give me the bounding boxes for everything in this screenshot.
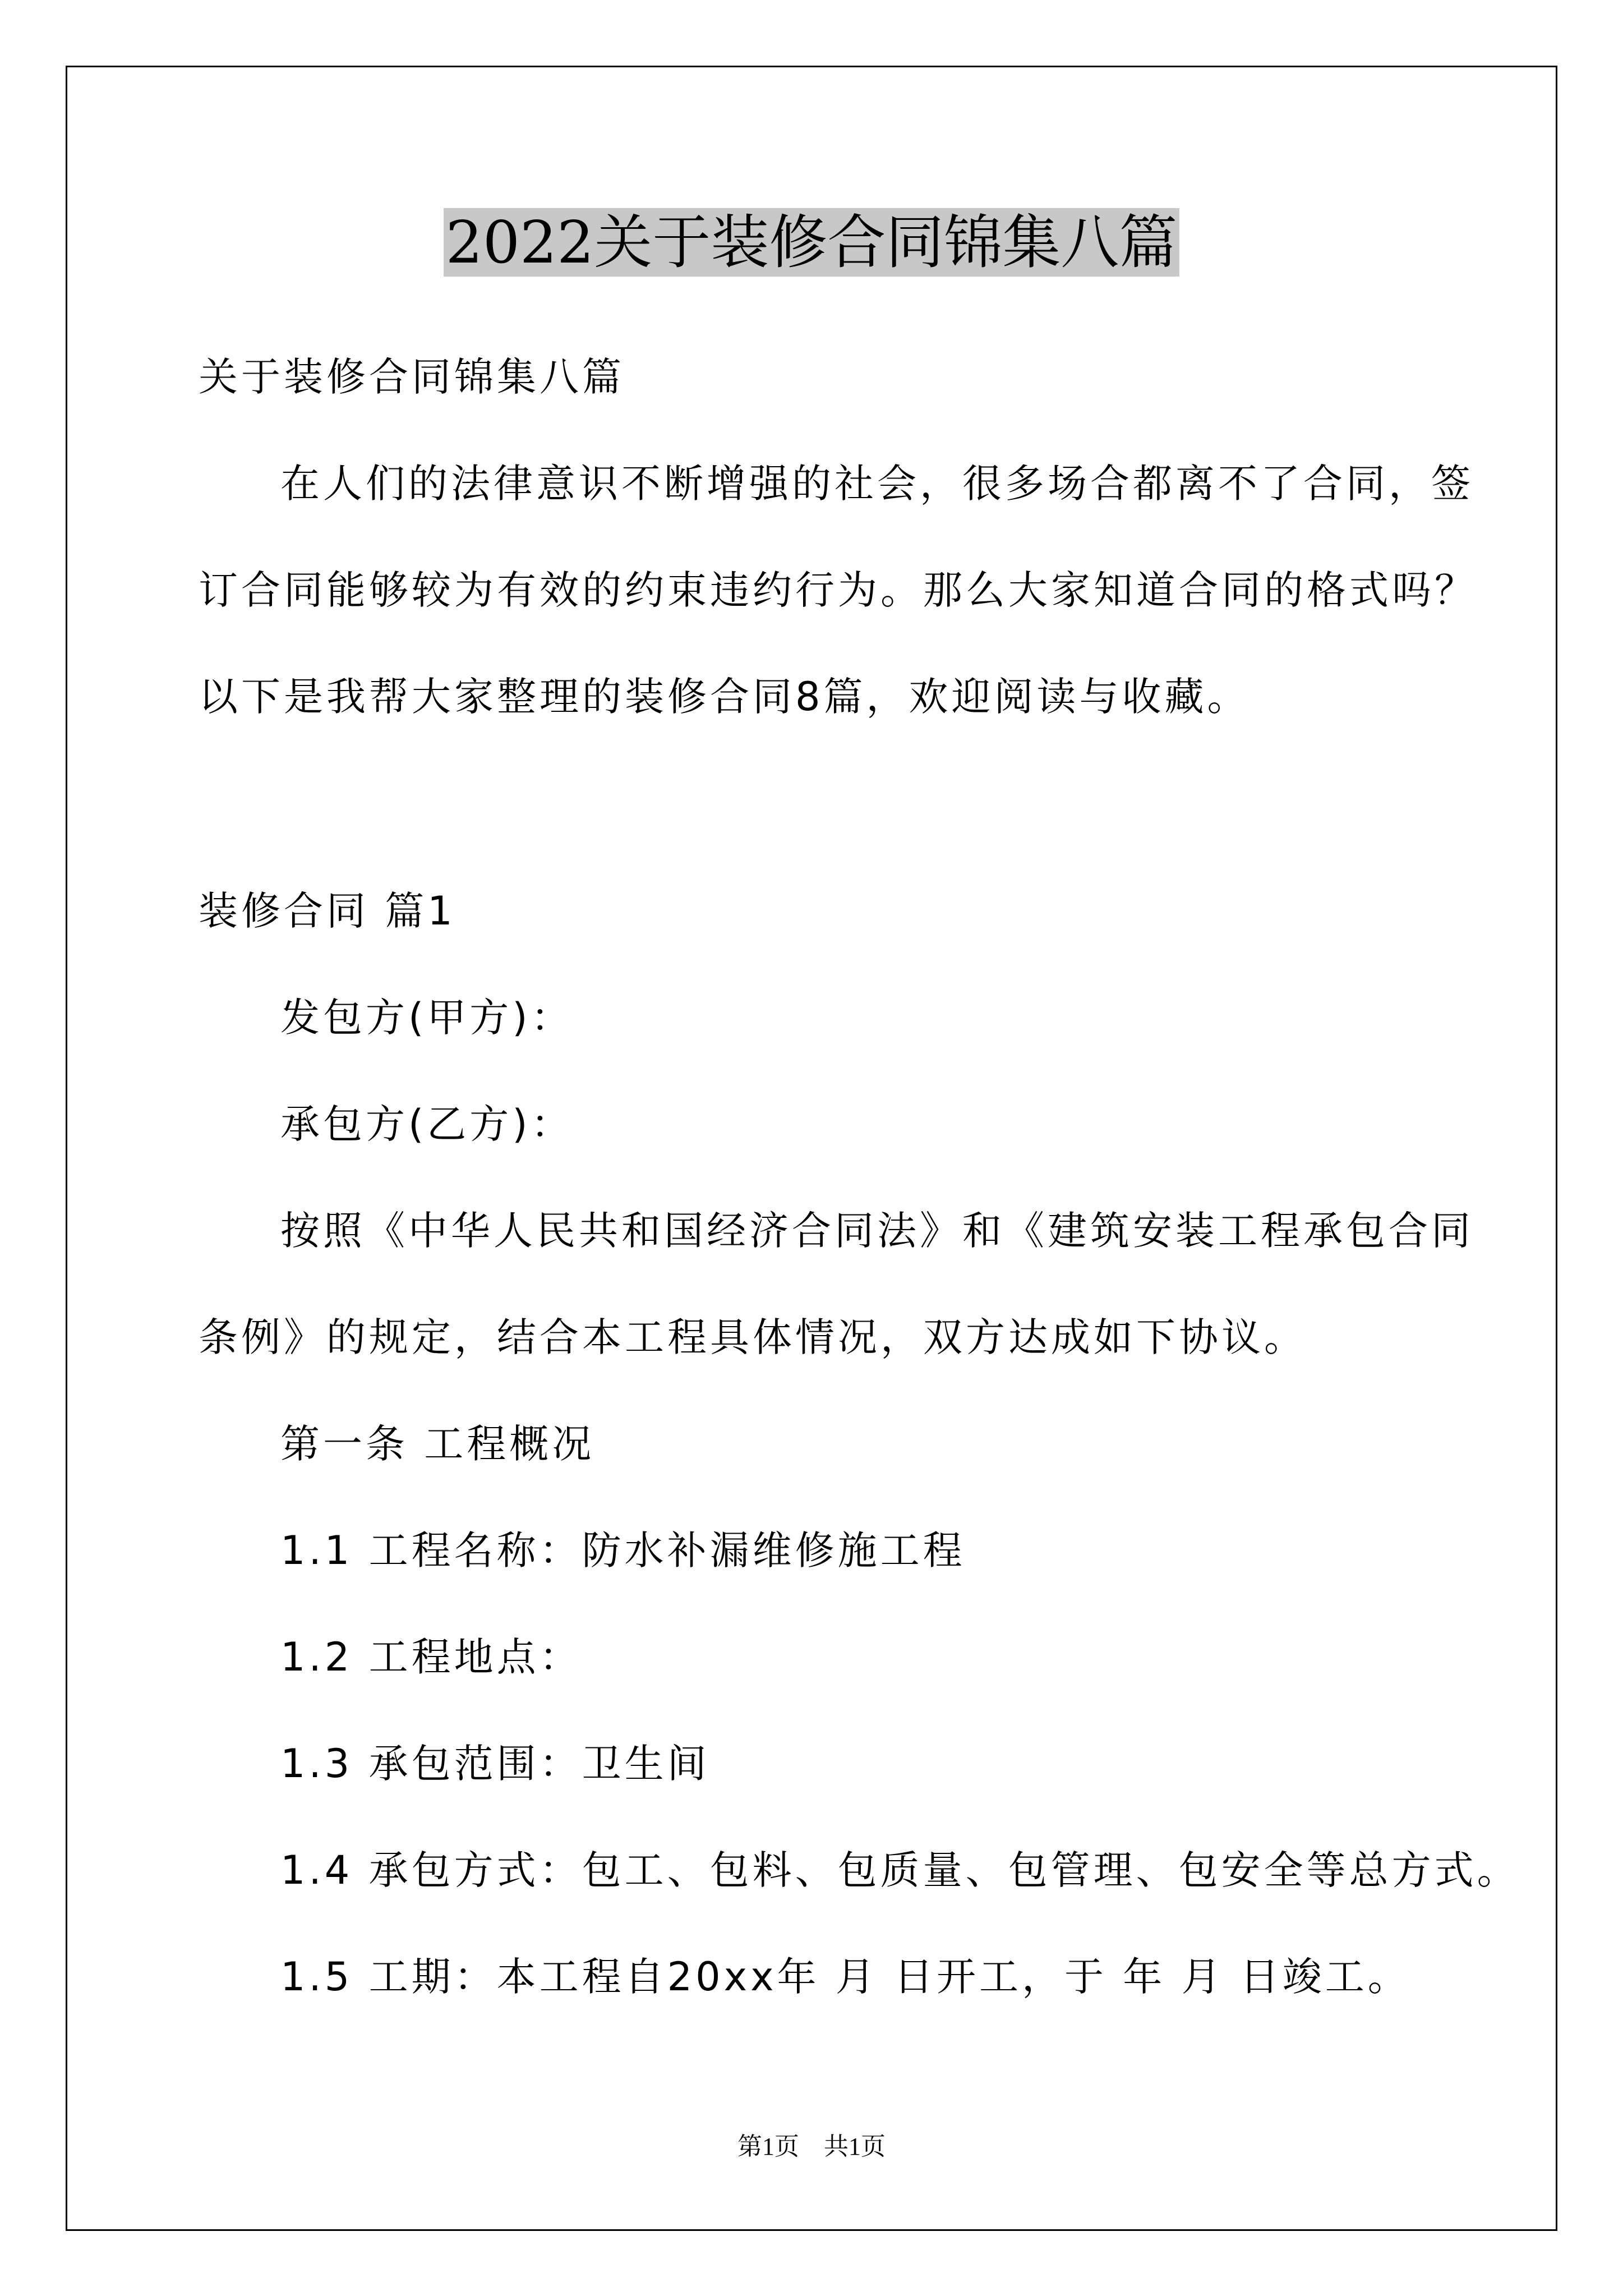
clause-heading: 第一条 工程概况 (280, 1421, 595, 1467)
clause-item: 1.5 工期：本工程自20xx年 月 日开工，于 年 月 日竣工。 (280, 1954, 1410, 2000)
paragraph-line: 按照《中华人民共和国经济合同法》和《建筑安装工程承包合同 (280, 1208, 1474, 1254)
paragraph-line: 条例》的规定，结合本工程具体情况，双方达成如下协议。 (199, 1314, 1307, 1360)
page-footer: 第1页 共1页 (737, 2133, 886, 2160)
paragraph-line: 发包方(甲方)： (280, 995, 574, 1041)
section-heading: 装修合同 篇1 (199, 888, 456, 934)
clause-item: 1.2 工程地点： (280, 1634, 582, 1680)
paragraph-line: 在人们的法律意识不断增强的社会，很多场合都离不了合同，签 (280, 461, 1474, 507)
paragraph-line: 承包方(乙方)： (280, 1101, 574, 1147)
clause-item: 1.1 工程名称：防水补漏维修施工程 (280, 1527, 966, 1573)
subtitle-line: 关于装修合同锦集八篇 (199, 354, 625, 400)
paragraph-line: 以下是我帮大家整理的装修合同8篇，欢迎阅读与收藏。 (199, 674, 1250, 720)
clause-item: 1.4 承包方式：包工、包料、包质量、包管理、包安全等总方式。 (280, 1847, 1520, 1893)
clause-item: 1.3 承包范围：卫生间 (280, 1741, 710, 1787)
document-title: 2022关于装修合同锦集八篇 (0, 197, 1623, 287)
paragraph-line: 订合同能够较为有效的约束违约行为。那么大家知道合同的格式吗？ (199, 567, 1477, 613)
